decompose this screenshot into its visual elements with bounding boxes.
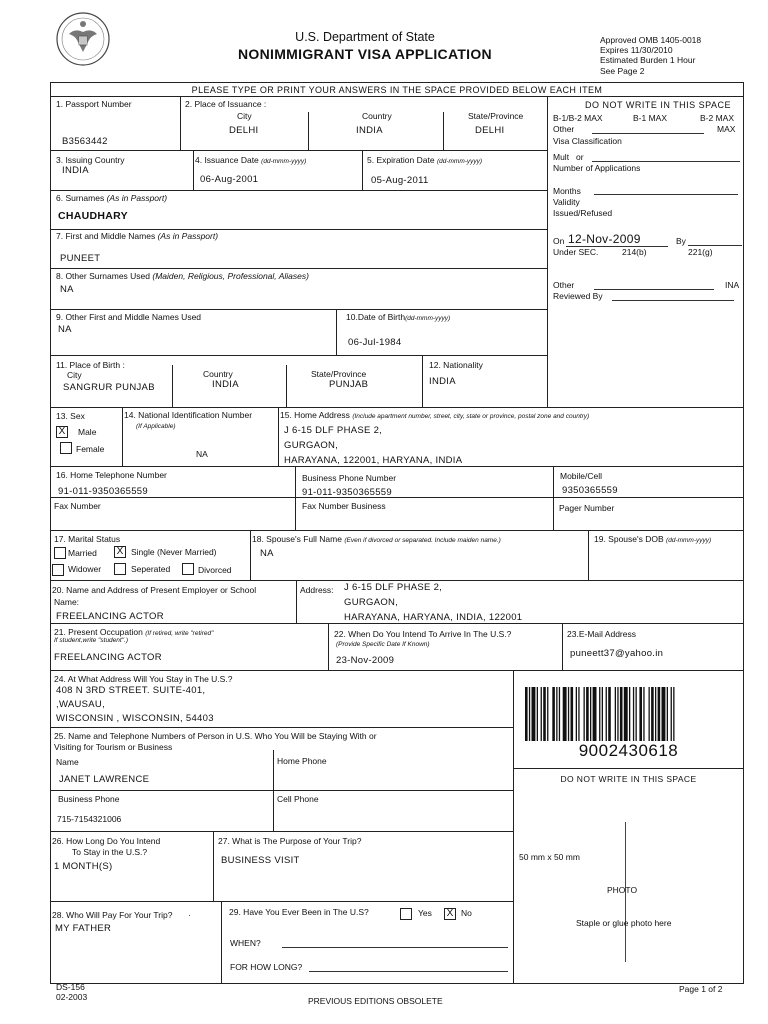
marital-divorced-checkbox[interactable] [182, 563, 194, 575]
photo-area-note: DO NOT WRITE IN THIS SPACE [560, 774, 697, 784]
been-in-us-no-checkbox[interactable]: X [444, 908, 456, 920]
office-under-sec: Under SEC. [553, 247, 599, 257]
barcode-bar [651, 687, 654, 741]
rule [336, 309, 337, 355]
business-phone-value[interactable]: 91-011-9350365559 [302, 487, 392, 498]
stay-length-label2: To Stay in the U.S.? [72, 847, 148, 857]
date-of-birth-value[interactable]: 06-Jul-1984 [348, 337, 402, 348]
fax-business-label: Fax Number Business [302, 501, 386, 511]
rule [50, 309, 547, 310]
employer-label: 20. Name and Address of Present Employer or School [52, 585, 257, 595]
sex-label: 13. Sex [56, 411, 85, 421]
barcode-bar [599, 687, 600, 741]
dot-mark: · [188, 910, 191, 920]
home-address-label [280, 410, 589, 422]
office-mult: Mult [553, 152, 570, 162]
trip-purpose-value[interactable]: BUSINESS VISIT [221, 855, 300, 866]
office-or: or [576, 152, 584, 162]
when-line[interactable] [282, 947, 508, 948]
surnames-value[interactable]: CHAUDHARY [58, 210, 128, 222]
marital-married-label: Married [68, 548, 97, 558]
rule [295, 466, 296, 530]
issuing-country-label: 3. Issuing Country [56, 155, 125, 165]
been-in-us-no-label: No [461, 908, 472, 918]
email-label: 23.E-Mail Address [567, 629, 636, 639]
pager-label: Pager Number [559, 503, 615, 513]
marital-single-label: Single (Never Married) [131, 547, 217, 557]
office-sec-221g: 221(g) [688, 247, 713, 257]
issuance-date-value[interactable]: 06-Aug-2001 [200, 174, 259, 185]
barcode-bar [615, 687, 616, 741]
office-mult-line [592, 161, 740, 162]
office-reviewed-by: Reviewed By [553, 291, 603, 301]
issuance-state-label: State/Province [468, 111, 524, 121]
expiration-date-value[interactable]: 05-Aug-2011 [371, 175, 429, 186]
date-of-birth-hint: (dd-mmm-yyyy) [405, 315, 451, 322]
occupation-hint: (If retired, write "retired" [145, 630, 214, 637]
office-validity: Validity [553, 197, 580, 207]
barcode-bar [559, 687, 560, 741]
marital-separated-checkbox[interactable] [114, 563, 126, 575]
barcode-bar [649, 687, 650, 741]
photo-size: 50 mm x 50 mm [519, 852, 580, 862]
office-sec-214b: 214(b) [622, 247, 647, 257]
sex-female-checkbox[interactable] [60, 442, 72, 454]
birth-city-label: City [67, 370, 82, 380]
other-surnames-label [56, 271, 309, 281]
barcode-bar [608, 687, 611, 741]
rule [362, 150, 363, 190]
barcode-bar [593, 687, 597, 741]
barcode-bar [578, 687, 579, 741]
arrival-hint: (Provide Specific Date If Known) [336, 641, 430, 648]
occupation-value[interactable]: FREELANCING ACTOR [54, 652, 162, 663]
office-num-apps: Number of Applications [553, 163, 641, 173]
barcode-bar [586, 687, 589, 741]
barcode-bar [606, 687, 607, 741]
form-title: NONIMMIGRANT VISA APPLICATION [238, 46, 492, 62]
us-contact-home-label: Home Phone [277, 756, 327, 766]
us-contact-business-value[interactable]: 715-7154321006 [57, 814, 122, 824]
marital-divorced-label: Divorced [198, 565, 232, 575]
employer-address-line2[interactable]: GURGAON, [344, 597, 399, 608]
office-months: Months [553, 186, 581, 196]
us-contact-label2: Visiting for Tourism or Business [54, 742, 173, 752]
trip-payer-label: 28. Who Will Pay For Your Trip? [52, 910, 173, 920]
rule [50, 96, 744, 97]
office-months-line [594, 194, 738, 195]
home-address-hint: (Include apartment number, street, city, state or province, postal zone and country) [352, 413, 590, 420]
mobile-label: Mobile/Cell [560, 471, 603, 481]
issuance-country-label: Country [362, 111, 392, 121]
office-use-title: DO NOT WRITE IN THIS SPACE [585, 100, 732, 110]
rule [286, 365, 287, 407]
barcode-bar [532, 687, 536, 741]
barcode-bar [602, 687, 603, 741]
issuance-city-label: City [237, 111, 252, 121]
barcode-bar [541, 687, 542, 741]
us-contact-label: 25. Name and Telephone Numbers of Person in U.S. Who You Will be Staying With or [54, 731, 377, 741]
rule [50, 466, 744, 467]
rule [278, 407, 279, 466]
office-on: On [553, 236, 565, 246]
first-middle-names-hint: (As in Passport) [157, 231, 219, 241]
us-contact-business-label: Business Phone [58, 794, 120, 804]
issuance-date-hint: (dd-mmm-yyyy) [261, 158, 307, 165]
first-middle-names-label [56, 231, 218, 241]
office-by: By [676, 236, 686, 246]
first-middle-names-value[interactable]: PUNEET [60, 253, 101, 264]
home-phone-value[interactable]: 91-011-9350365559 [58, 486, 148, 497]
occupation-hint2: If student,write "student".) [54, 637, 128, 644]
home-address-line1[interactable]: J 6-15 DLF PHASE 2, [284, 425, 383, 436]
rule [443, 112, 444, 150]
barcode-bar [636, 687, 637, 741]
fax-label: Fax Number [54, 501, 101, 511]
office-visa-class: Visa Classification [553, 136, 622, 146]
national-id-hint: (If Applicable) [136, 423, 176, 430]
home-address-line3[interactable]: HARAYANA, 122001, HARYANA, INDIA [284, 455, 463, 466]
spouse-name-label [252, 534, 501, 546]
sex-male-label: Male [78, 427, 97, 437]
other-names-label: 9. Other First and Middle Names Used [56, 312, 202, 322]
spouse-dob-text: 19. Spouse's DOB [594, 534, 664, 544]
barcode-bar [624, 687, 628, 741]
rule [213, 831, 214, 901]
office-issued-refused: Issued/Refused [553, 208, 613, 218]
rule [422, 355, 423, 407]
barcode-bar [552, 687, 555, 741]
barcode-bar [537, 687, 538, 741]
barcode-bar [617, 687, 618, 741]
rule [50, 670, 744, 671]
other-surnames-hint: (Maiden, Religious, Professional, Aliases) [152, 271, 309, 281]
rule [122, 407, 123, 466]
office-ina: INA [725, 280, 740, 290]
rule [296, 580, 297, 623]
spouse-name-value[interactable]: NA [260, 548, 274, 559]
passport-number-label: 1. Passport Number [56, 99, 132, 109]
photo-label: PHOTO [607, 885, 638, 895]
passport-number-value[interactable]: B3563442 [62, 136, 108, 147]
barcode-bar [671, 687, 672, 741]
surnames-text: 6. Surnames [56, 193, 105, 203]
page-number: Page 1 of 2 [679, 984, 723, 994]
marital-married-checkbox[interactable] [54, 547, 66, 559]
other-surnames-value[interactable]: NA [60, 284, 74, 295]
department-seal-icon [55, 10, 111, 68]
rule [50, 901, 513, 902]
barcode-bar [563, 687, 567, 741]
other-names-value[interactable]: NA [58, 324, 72, 335]
nationality-value[interactable]: INDIA [429, 376, 456, 387]
when-label: WHEN? [230, 938, 261, 948]
office-max: MAX [717, 124, 736, 134]
email-value[interactable]: puneett37@yahoo.in [570, 648, 664, 659]
surnames-label [56, 193, 167, 203]
office-other2: Other [553, 280, 575, 290]
barcode-bar [571, 687, 574, 741]
rule [50, 229, 547, 230]
stay-length-value[interactable]: 1 MONTH(S) [54, 861, 113, 872]
rule [193, 150, 194, 190]
barcode-bar [584, 687, 585, 741]
rule [50, 580, 744, 581]
rule [513, 768, 744, 769]
birth-country-label: Country [203, 369, 233, 379]
rule [547, 96, 548, 407]
rule [250, 530, 251, 580]
employer-address-line1[interactable]: J 6-15 DLF PHASE 2, [344, 582, 443, 593]
form-edition-date: 02-2003 [56, 992, 88, 1002]
barcode-graphic [525, 687, 721, 743]
employer-address-label: Address: [300, 585, 334, 595]
been-in-us-yes-label: Yes [418, 908, 432, 918]
first-middle-names-text: 7. First and Middle Names [56, 231, 156, 241]
rule [50, 190, 547, 191]
us-address-line2[interactable]: ,WAUSAU, [56, 699, 106, 710]
sex-female-label: Female [76, 444, 105, 454]
expiration-note: Expires 11/30/2010 [600, 45, 673, 55]
rule [50, 268, 547, 269]
office-other-line [592, 133, 704, 134]
rule [50, 530, 744, 531]
marital-single-checkbox[interactable]: X [114, 546, 126, 558]
stay-length-label: 26. How Long Do You Intend [52, 836, 161, 846]
rule [562, 623, 563, 670]
occupation-text: 21. Present Occupation [54, 627, 143, 637]
us-contact-cell-label: Cell Phone [277, 794, 319, 804]
barcode-bar [525, 687, 528, 741]
employer-address-line3[interactable]: HARAYANA, HARYANA, INDIA, 122001 [344, 612, 523, 623]
national-id-value[interactable]: NA [196, 449, 208, 459]
photo-staple-note: Staple or glue photo here [576, 918, 672, 928]
form-frame [50, 82, 744, 984]
marital-widower-checkbox[interactable] [52, 564, 64, 576]
barcode-bar [633, 687, 634, 741]
business-phone-label: Business Phone Number [302, 473, 397, 483]
barcode-bar [667, 687, 668, 741]
issuance-date-text: 4. Issuance Date [195, 155, 259, 165]
office-other: Other [553, 124, 575, 134]
rule [328, 623, 329, 670]
rule [273, 750, 274, 831]
rule [221, 901, 222, 984]
rule [50, 623, 744, 624]
form-number: DS-156 [56, 982, 85, 992]
place-of-issuance-label: 2. Place of Issuance : [185, 99, 267, 109]
rule [513, 670, 514, 984]
issuing-country-value[interactable]: INDIA [62, 165, 89, 176]
us-address-label: 24. At What Address Will You Stay in The U.S.? [54, 674, 233, 684]
office-on-date: 12-Nov-2009 [568, 232, 641, 246]
spouse-dob-hint: (dd-mmm-yyyy) [666, 537, 712, 544]
issuance-city-value[interactable]: DELHI [229, 125, 259, 136]
obsolete-note: PREVIOUS EDITIONS OBSOLETE [308, 996, 443, 1006]
been-in-us-label: 29. Have You Ever Been in The U.S? [229, 907, 369, 917]
date-of-birth-text: 10.Date of Birth [346, 312, 406, 322]
place-of-birth-label: 11. Place of Birth : [56, 360, 125, 370]
barcode-bar [543, 687, 546, 741]
birth-state-label: State/Province [311, 369, 367, 379]
spouse-name-hint: (Even if divorced or separated. Include maiden name.) [344, 537, 501, 544]
expiration-date-hint: (dd-mmm-yyyy) [436, 158, 483, 165]
barcode-bar [643, 687, 644, 741]
rule [50, 727, 513, 728]
barcode-bar [590, 687, 591, 741]
instructions: PLEASE TYPE OR PRINT YOUR ANSWERS IN THE SPACE PROVIDED BELOW EACH ITEM [191, 85, 603, 95]
office-b2: B-2 MAX [700, 113, 735, 123]
barcode-bar [658, 687, 661, 741]
surnames-hint: (As in Passport) [106, 193, 168, 203]
arrival-label: 22. When Do You Intend To Arrive In The U.S.? [334, 629, 512, 639]
barcode-bar [568, 687, 569, 741]
barcode-bar [662, 687, 666, 741]
home-address-text: 15. Home Address [280, 410, 350, 420]
nationality-label: 12. Nationality [429, 360, 483, 370]
been-in-us-yes-checkbox[interactable] [400, 908, 412, 920]
barcode-bar [655, 687, 656, 741]
rule [50, 150, 547, 151]
office-by-line [688, 245, 742, 246]
office-b1b2: B-1/B-2 MAX [553, 113, 603, 123]
department-name: U.S. Department of State [295, 30, 435, 44]
other-surnames-text: 8. Other Surnames Used [56, 271, 151, 281]
rule [180, 96, 181, 150]
us-contact-name-label: Name [56, 757, 79, 767]
marital-widower-label: Widower [68, 564, 102, 574]
spouse-dob-label [594, 534, 711, 546]
employer-name-label: Name: [54, 597, 80, 607]
barcode-bar [639, 687, 642, 741]
employer-name-value[interactable]: FREELANCING ACTOR [56, 611, 164, 622]
birth-city-value[interactable]: SANGRUR PUNJAB [63, 382, 155, 393]
see-page-note: See Page 2 [600, 66, 645, 76]
birth-state-value[interactable]: PUNJAB [329, 379, 369, 390]
expiration-date-text: 5. Expiration Date [367, 155, 435, 165]
barcode-bar [629, 687, 630, 741]
rule [50, 497, 744, 498]
barcode-bar [620, 687, 623, 741]
issuance-date-label [195, 155, 306, 167]
barcode-bar [529, 687, 530, 741]
sex-male-checkbox[interactable]: X [56, 426, 68, 438]
how-long-label: FOR HOW LONG? [230, 962, 303, 972]
us-address-line1[interactable]: 408 N 3RD STREET. SUITE-401, [56, 685, 206, 696]
rule [308, 112, 309, 150]
office-other2-line [594, 289, 714, 290]
expiration-date-label [367, 155, 482, 167]
rule [50, 790, 513, 791]
how-long-line[interactable] [309, 971, 508, 972]
date-of-birth-label [346, 312, 450, 324]
arrival-value[interactable]: 23-Nov-2009 [336, 655, 395, 666]
rule [172, 365, 173, 407]
barcode-bar [576, 687, 577, 741]
us-address-line3[interactable]: WISCONSIN , WISCONSIN, 54403 [56, 713, 214, 724]
trip-payer-value[interactable]: MY FATHER [55, 923, 112, 934]
us-contact-name-value[interactable]: JANET LAWRENCE [59, 774, 150, 785]
office-b1: B-1 MAX [633, 113, 668, 123]
home-phone-label: 16. Home Telephone Number [56, 470, 167, 480]
mobile-value[interactable]: 9350365559 [562, 485, 618, 496]
burden-note: Estimated Burden 1 Hour [600, 55, 696, 65]
rule [50, 407, 744, 408]
rule [50, 355, 547, 356]
issuance-country-value[interactable]: INDIA [356, 125, 383, 136]
marital-separated-label: Seperated [131, 564, 171, 574]
barcode-number: 9002430618 [578, 741, 679, 760]
barcode-bar [673, 687, 674, 741]
rule [553, 466, 554, 530]
rule [50, 831, 513, 832]
marital-status-label: 17. Marital Status [54, 534, 121, 544]
birth-country-value[interactable]: INDIA [212, 379, 239, 390]
trip-purpose-label: 27. What is The Purpose of Your Trip? [218, 836, 362, 846]
spouse-name-text: 18. Spouse's Full Name [252, 534, 342, 544]
barcode-bar [556, 687, 557, 741]
barcode-bar [547, 687, 548, 741]
home-address-line2[interactable]: GURGAON, [284, 440, 339, 451]
rule [588, 530, 589, 580]
office-reviewed-line [612, 300, 734, 301]
issuance-state-value[interactable]: DELHI [475, 125, 505, 136]
omb-approval: Approved OMB 1405-0018 [600, 35, 702, 45]
national-id-label: 14. National Identification Number [124, 410, 253, 420]
